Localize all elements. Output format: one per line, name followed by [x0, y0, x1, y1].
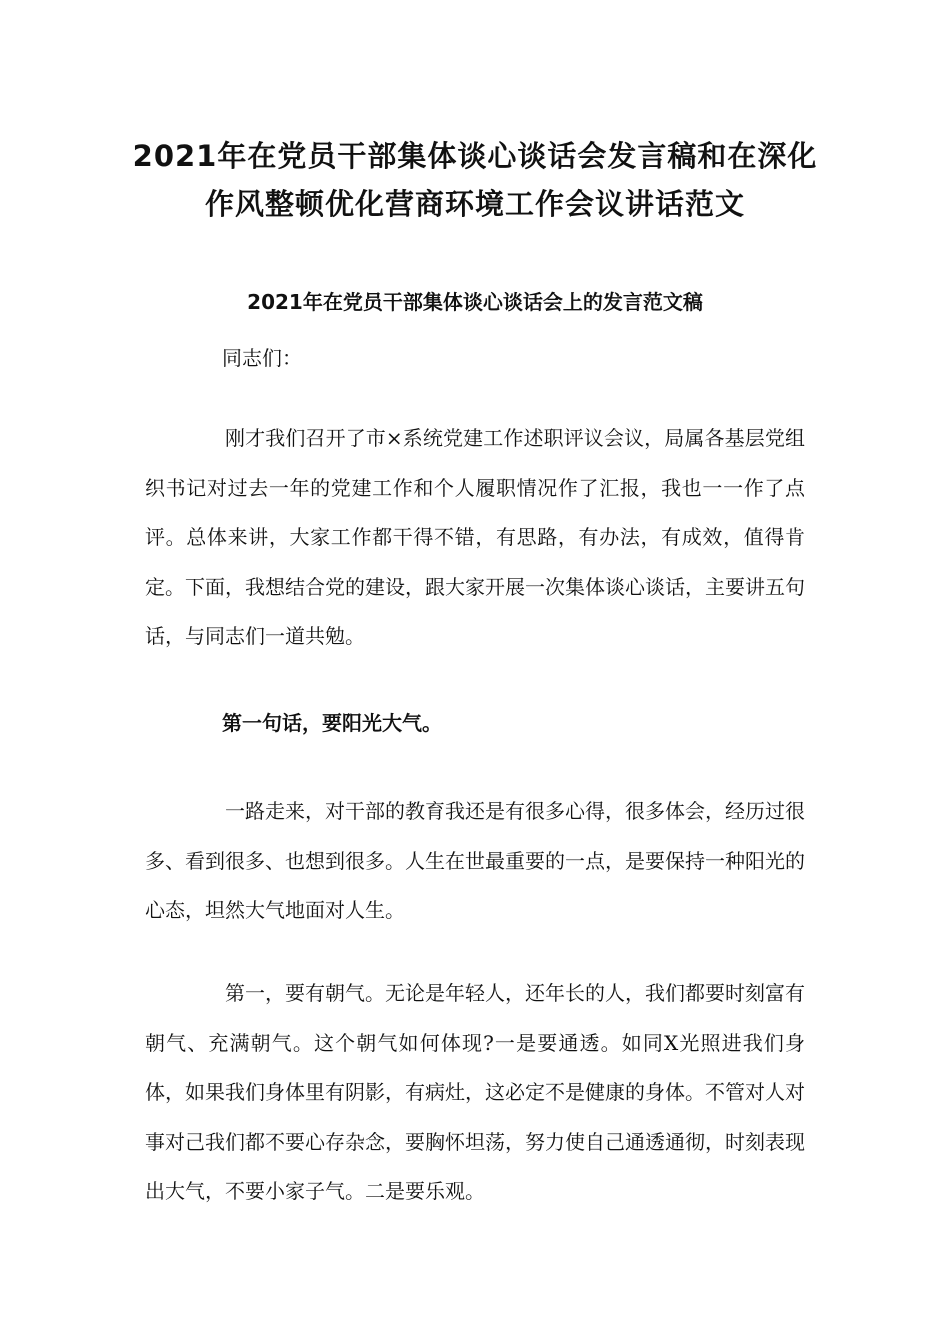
paragraph-intro: 刚才我们召开了市×系统党建工作述职评议会议，局属各基层党组织书记对过去一年的党建工作和个人履职情况作了汇报，我也一一作了点评。总体来讲，大家工作都干得不错，有思路，有办法，有成效，值得肯定。下面，我想结合党的建设，跟大家开展一次集体谈心谈话，主要讲五句话，与同志们一道共勉。 [145, 426, 805, 648]
paragraph-body-2: 第一，要有朝气。无论是年轻人，还年长的人，我们都要时刻富有朝气、充满朝气。这个朝气如何体现?一是要通透。如同X光照进我们身体，如果我们身体里有阴影，有病灶，这必定不是健康的身体。不管对人对事对己我们都不要心存杂念，要胸怀坦荡，努力使自己通透通彻，时刻表现出大气，不要小家子气。二是要乐观。 [145, 981, 805, 1203]
section-heading-first: 第一句话，要阳光大气。 [222, 711, 442, 735]
paragraph-body-1: 一路走来，对干部的教育我还是有很多心得，很多体会，经历过很多、看到很多、也想到很多。人生在世最重要的一点，是要保持一种阳光的心态，坦然大气地面对人生。 [145, 799, 805, 922]
salutation: 同志们： [222, 346, 302, 370]
document-title-line-2: 作风整顿优化营商环境工作会议讲话范文 [204, 187, 745, 221]
document-title-line-1: 2021年在党员干部集体谈心谈话会发言稿和在深化 [132, 139, 818, 173]
section-subtitle: 2021年在党员干部集体谈心谈话会上的发言范文稿 [247, 290, 703, 314]
